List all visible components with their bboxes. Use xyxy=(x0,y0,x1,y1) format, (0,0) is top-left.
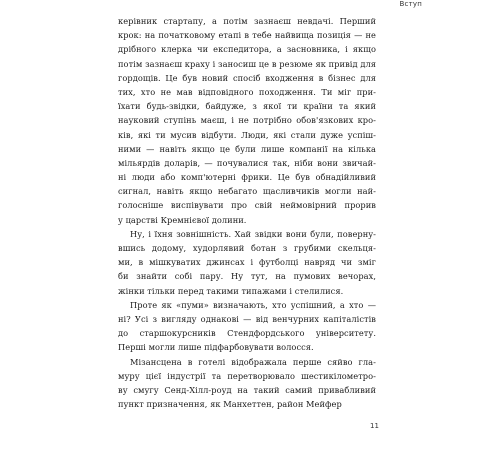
text-line: сигнал, навіть якщо небагато щасливчиків могли най- xyxy=(118,186,376,197)
text-line: дрібного клерка чи експедитора, а засновника, і якщо xyxy=(118,44,376,55)
text-line: науковий ступінь маєш, і не потрібно обов'язкових кро- xyxy=(118,115,376,126)
text-line: у царстві Кремнієвої долини. xyxy=(118,214,247,225)
paragraph xyxy=(118,227,376,298)
running-head: Вступ xyxy=(399,0,422,8)
text-line: вшись додому, худорлявий ботан з грубими скельця- xyxy=(118,243,376,253)
text-line: ву смугу Сенд-Хілл-роуд на такий самий привабливий xyxy=(118,384,376,395)
paragraph xyxy=(118,355,376,412)
paragraph xyxy=(118,14,376,227)
text-line: ків, які ти мусив відбути. Люди, які стали дуже успіш- xyxy=(118,129,376,140)
text-line: ні люди або комп'ютерні фрики. Це був обнадійливий xyxy=(118,172,376,183)
text-line: пункт призначення, як Манхеттен, район Мейфер xyxy=(118,399,342,410)
text-line: би знайти собі пару. Ну тут, на пумових вечорах, xyxy=(118,271,376,282)
text-line: ми, в мішкуватих джинсах і футболці навряд чи зміг xyxy=(118,257,376,268)
text-line: тих, хто не мав відповідного походження. Ти міг при- xyxy=(118,86,376,97)
paragraph xyxy=(118,298,376,355)
text-line: крок: на початковому етапі в тебе найвища позиція — не xyxy=(118,30,376,41)
text-line: ними — навіть якщо це були лише компанії на кілька xyxy=(118,143,376,154)
text-line: їхати будь-звідки, байдуже, з якої ти країни та який xyxy=(118,101,376,112)
text-line: потім зазнаєш краху і заносиш це в резюме як привід для xyxy=(118,58,376,69)
text-line: Ну, і їхня зовнішність. Хай звідки вони були, поверну- xyxy=(130,228,376,239)
text-line: голосніше виспівувати про свій неймовірний прорив xyxy=(118,200,376,211)
text-line: Мізансцена в готелі відображала перше сяйво гла- xyxy=(130,356,376,367)
text-line: мільярдів доларів, — почувалися так, ніби вони звичай- xyxy=(118,157,376,168)
text-line: ні? Усі з вигляду однакові — від венчурних капіталістів xyxy=(118,313,376,324)
text-line: жінки тільки перед такими типажами і стелилися. xyxy=(118,285,344,296)
text-line: гордощів. Це був новий спосіб входження в бізнес для xyxy=(118,72,376,83)
text-line: до старшокурсників Стендфордського університету. xyxy=(118,328,376,339)
text-line: муру цієї індустрії та перетворювало шестикілометро- xyxy=(118,370,376,381)
text-line: Перші могли лише підфарбовувати волосся. xyxy=(118,342,314,353)
text-line: Проте як «пуми» визначають, хто успішний, а хто — xyxy=(130,299,376,310)
text-line: керівник стартапу, а потім зазнаєш невдачі. Перший xyxy=(118,16,376,26)
body-text xyxy=(118,14,376,411)
page-number: 11 xyxy=(370,422,379,430)
